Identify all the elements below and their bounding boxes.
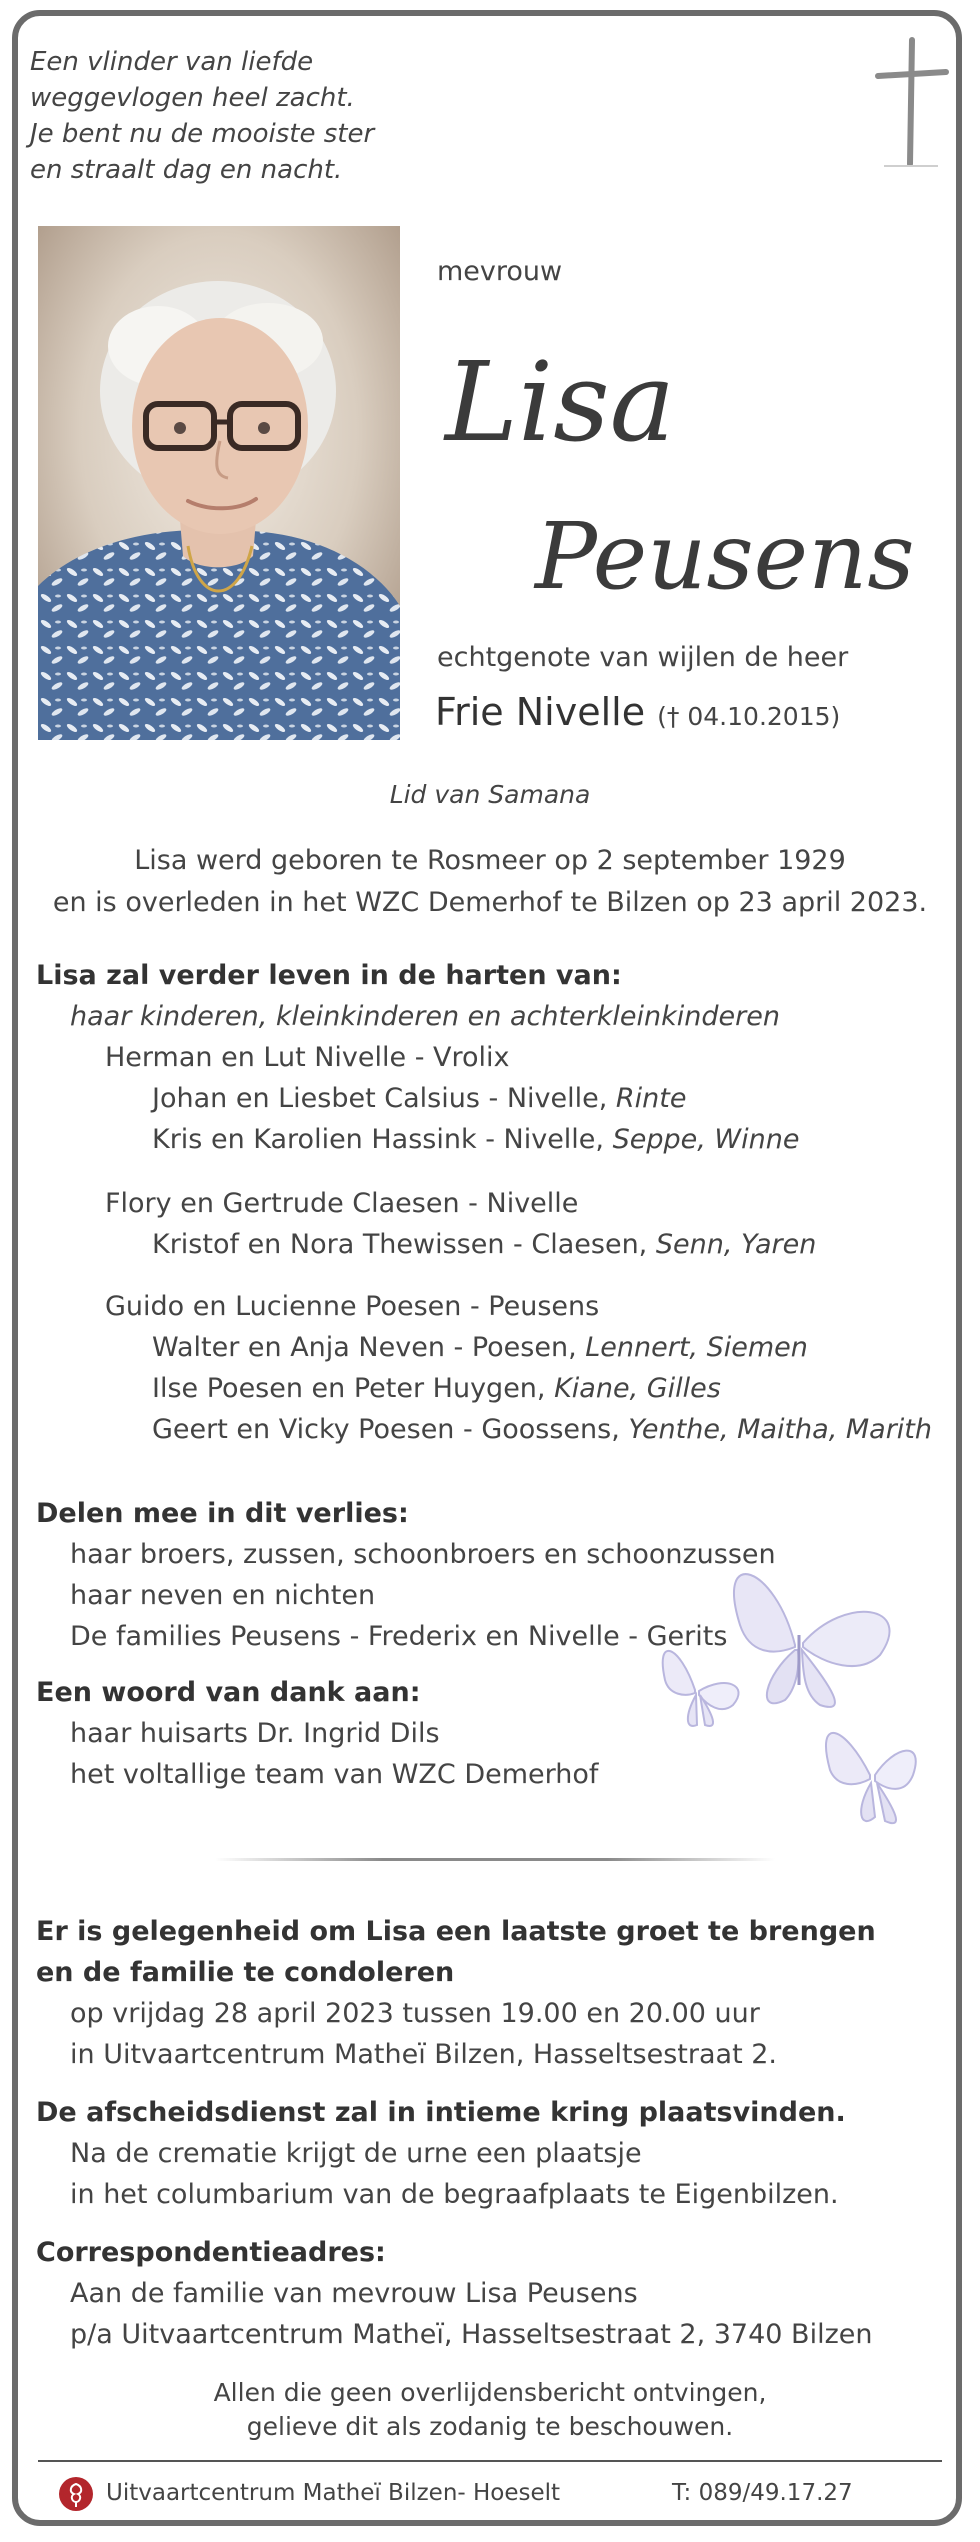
family-member-names: Walter en Anja Neven - Poesen, [152,1332,586,1363]
poem-line: weggevlogen heel zacht. [30,83,355,113]
family-member [152,1124,799,1155]
thanks-line: het voltallige team van WZC Demerhof [70,1759,599,1790]
birth-line: Lisa werd geboren te Rosmeer op 2 september 1929 [134,845,846,876]
last-name-text: Peusens [535,503,915,610]
family-member-kids: Kiane, Gilles [554,1373,721,1404]
poem-line: Een vlinder van liefde [30,47,314,77]
portrait-photo [38,226,400,740]
first-name-text: Lisa [445,338,676,466]
spouse-name: Frie Nivelle [435,690,646,734]
poem [30,44,374,188]
family-member-names: Johan en Liesbet Calsius - Nivelle, [152,1083,616,1114]
correspondence-heading: Correspondentieadres: [36,2237,386,2268]
family-branch: Flory en Gertrude Claesen - Nivelle [105,1188,579,1219]
correspondence-line: p/a Uitvaartcentrum Matheï, Hasseltsestraat 2, 3740 Bilzen [70,2319,873,2350]
family-member-kids: Yenthe, Maitha, Marith [628,1414,933,1445]
spouse-intro: echtgenote van wijlen de heer [437,642,849,673]
spouse-date: († 04.10.2015) [657,702,841,731]
family-member-names: Ilse Poesen en Peter Huygen, [152,1373,555,1404]
loss-heading: Delen mee in dit verlies: [36,1498,409,1529]
service-line: Na de crematie krijgt de urne een plaatsje [70,2138,642,2169]
family-member-kids: Senn, Yaren [655,1229,817,1260]
visitation-heading-2: en de familie te condoleren [36,1957,455,1988]
loss-line: haar broers, zussen, schoonbroers en schoonzussen [70,1539,776,1570]
rose-logo-icon [58,2476,94,2516]
visitation-line: in Uitvaartcentrum Matheï Bilzen, Hasseltsestraat 2. [70,2039,778,2070]
loss-line: haar neven en nichten [70,1580,376,1611]
section-divider [215,1858,775,1861]
poem-line: Je bent nu de mooiste ster [30,119,375,149]
family-member [152,1414,932,1445]
notice-line: gelieve dit als zodanig te beschouwen. [246,2412,734,2441]
family-branch: Guido en Lucienne Poesen - Peusens [105,1291,600,1322]
thanks-heading: Een woord van dank aan: [36,1677,421,1708]
notice [0,2376,980,2444]
family-member-kids: Seppe, Winne [612,1124,800,1155]
family-member [152,1229,816,1260]
last-name-script [530,488,915,632]
family-member-kids: Lennert, Siemen [585,1332,808,1363]
correspondence-line: Aan de familie van mevrouw Lisa Peusens [70,2278,638,2309]
funeral-home-name: Uitvaartcentrum Matheï Bilzen- Hoeselt [106,2480,561,2506]
family-branch: Herman en Lut Nivelle - Vrolix [105,1042,510,1073]
spouse-line [435,690,840,734]
cross-icon [870,36,950,174]
family-heading: Lisa zal verder leven in de harten van: [36,960,622,991]
service-heading: De afscheidsdienst zal in intieme kring plaatsvinden. [36,2097,846,2128]
family-member-names: Geert en Vicky Poesen - Goossens, [152,1414,629,1445]
family-member-kids: Rinte [615,1083,687,1114]
poem-line: en straalt dag en nacht. [30,155,343,185]
honorific: mevrouw [437,256,563,287]
family-member [152,1332,808,1363]
family-member-names: Kristof en Nora Thewissen - Claesen, [152,1229,656,1260]
first-name-script [435,330,676,484]
butterflies-illustration [655,1525,955,1849]
footer-divider [38,2460,942,2462]
visitation-heading: Er is gelegenheid om Lisa een laatste groet te brengen [36,1916,876,1947]
notice-line: Allen die geen overlijdensbericht ontvingen, [213,2378,767,2407]
service-line: in het columbarium van de begraafplaats te Eigenbilzen. [70,2179,839,2210]
death-line: en is overleden in het WZC Demerhof te Bilzen op 23 april 2023. [52,887,928,918]
membership: Lid van Samana [389,780,591,809]
family-member [152,1083,686,1114]
thanks-line: haar huisarts Dr. Ingrid Dils [70,1718,440,1749]
life-dates [0,840,980,924]
loss-line: De families Peusens - Frederix en Nivelle - Gerits [70,1621,728,1652]
visitation-line: op vrijdag 28 april 2023 tussen 19.00 en 20.00 uur [70,1998,760,2029]
funeral-home-phone: T: 089/49.17.27 [672,2480,853,2506]
family-member-names: Kris en Karolien Hassink - Nivelle, [152,1124,613,1155]
family-member [152,1373,721,1404]
family-subheading: haar kinderen, kleinkinderen en achterkleinkinderen [70,1001,780,1032]
